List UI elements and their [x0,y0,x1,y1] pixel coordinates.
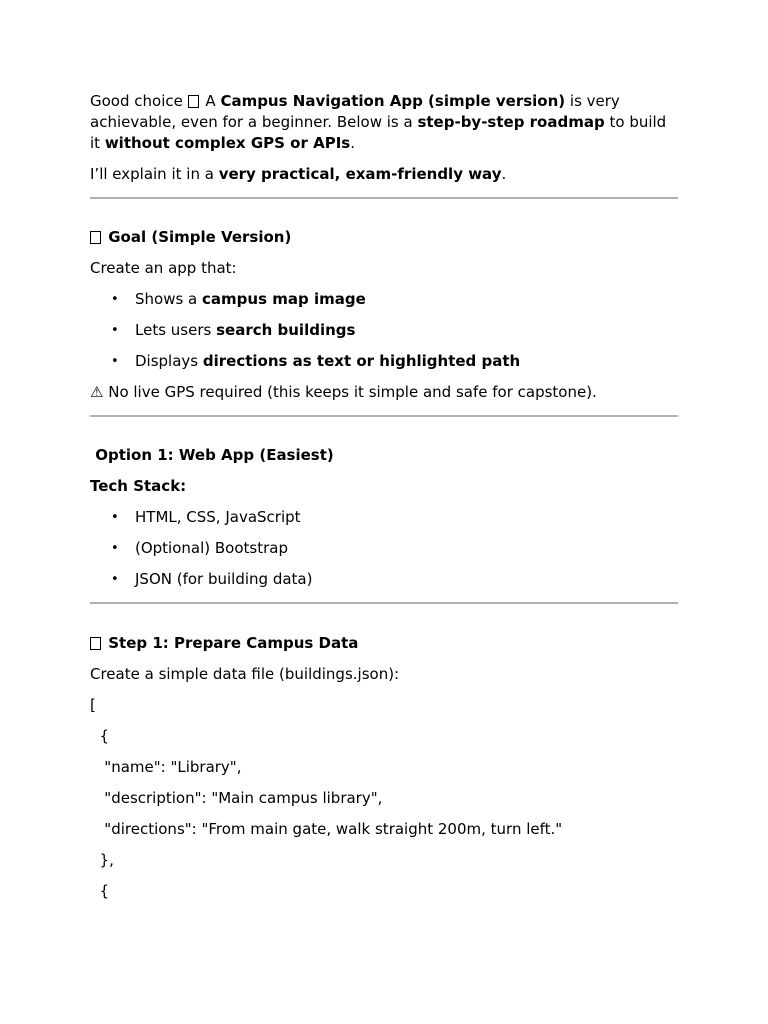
intro-paragraph: Good choice A Campus Navigation App (simple version) is very achievable, even for a beginner. Below is a step-by-step roadmap to build it without complex GPS or APIs. [90,92,667,152]
thumbs-up-icon [188,95,199,108]
list-item: • Shows a campus map image [111,290,366,308]
code-line: }, [90,851,114,869]
goal-list [90,289,678,372]
document-body [90,91,678,912]
code-line: { [90,727,110,745]
code-block [90,695,678,902]
tech-stack-list [90,507,678,590]
list-item: • (Optional) Bootstrap [111,539,288,557]
target-icon [90,231,101,244]
list-item: • HTML, CSS, JavaScript [111,508,301,526]
goal-heading: Goal (Simple Version) [90,227,678,248]
no-gps-emphasis: without complex GPS or APIs [104,134,351,152]
code-line: "name": "Library", [90,758,242,776]
code-line: "directions": "From main gate, walk straight 200m, turn left." [90,820,563,838]
roadmap-emphasis: step-by-step roadmap [417,113,605,131]
explain-paragraph: I’ll explain it in a very practical, exam-friendly way. [90,165,507,183]
step1-lead: Create a simple data file (buildings.json): [90,665,400,683]
section-divider [90,415,678,417]
code-line: { [90,882,110,900]
code-line: [ [90,696,96,714]
section-divider [90,602,678,604]
code-line: "description": "Main campus library", [90,789,383,807]
warning-icon: ⚠ [90,383,104,401]
practical-emphasis: very practical, exam-friendly way [218,165,502,183]
warning-note: ⚠ No live GPS required (this keeps it simple and safe for capstone). [90,383,597,401]
goal-lead: Create an app that: [90,259,237,277]
tech-stack-heading: Tech Stack: [90,477,187,495]
list-item: • Lets users search buildings [111,321,356,339]
list-item: • JSON (for building data) [111,570,313,588]
section-divider [90,197,678,199]
option1-heading: Option 1: Web App (Easiest) [90,446,334,464]
list-item: • Displays directions as text or highlighted path [111,352,521,370]
document-icon [90,637,101,650]
step1-heading: Step 1: Prepare Campus Data [90,633,678,654]
app-name: Campus Navigation App (simple version) [220,92,566,110]
